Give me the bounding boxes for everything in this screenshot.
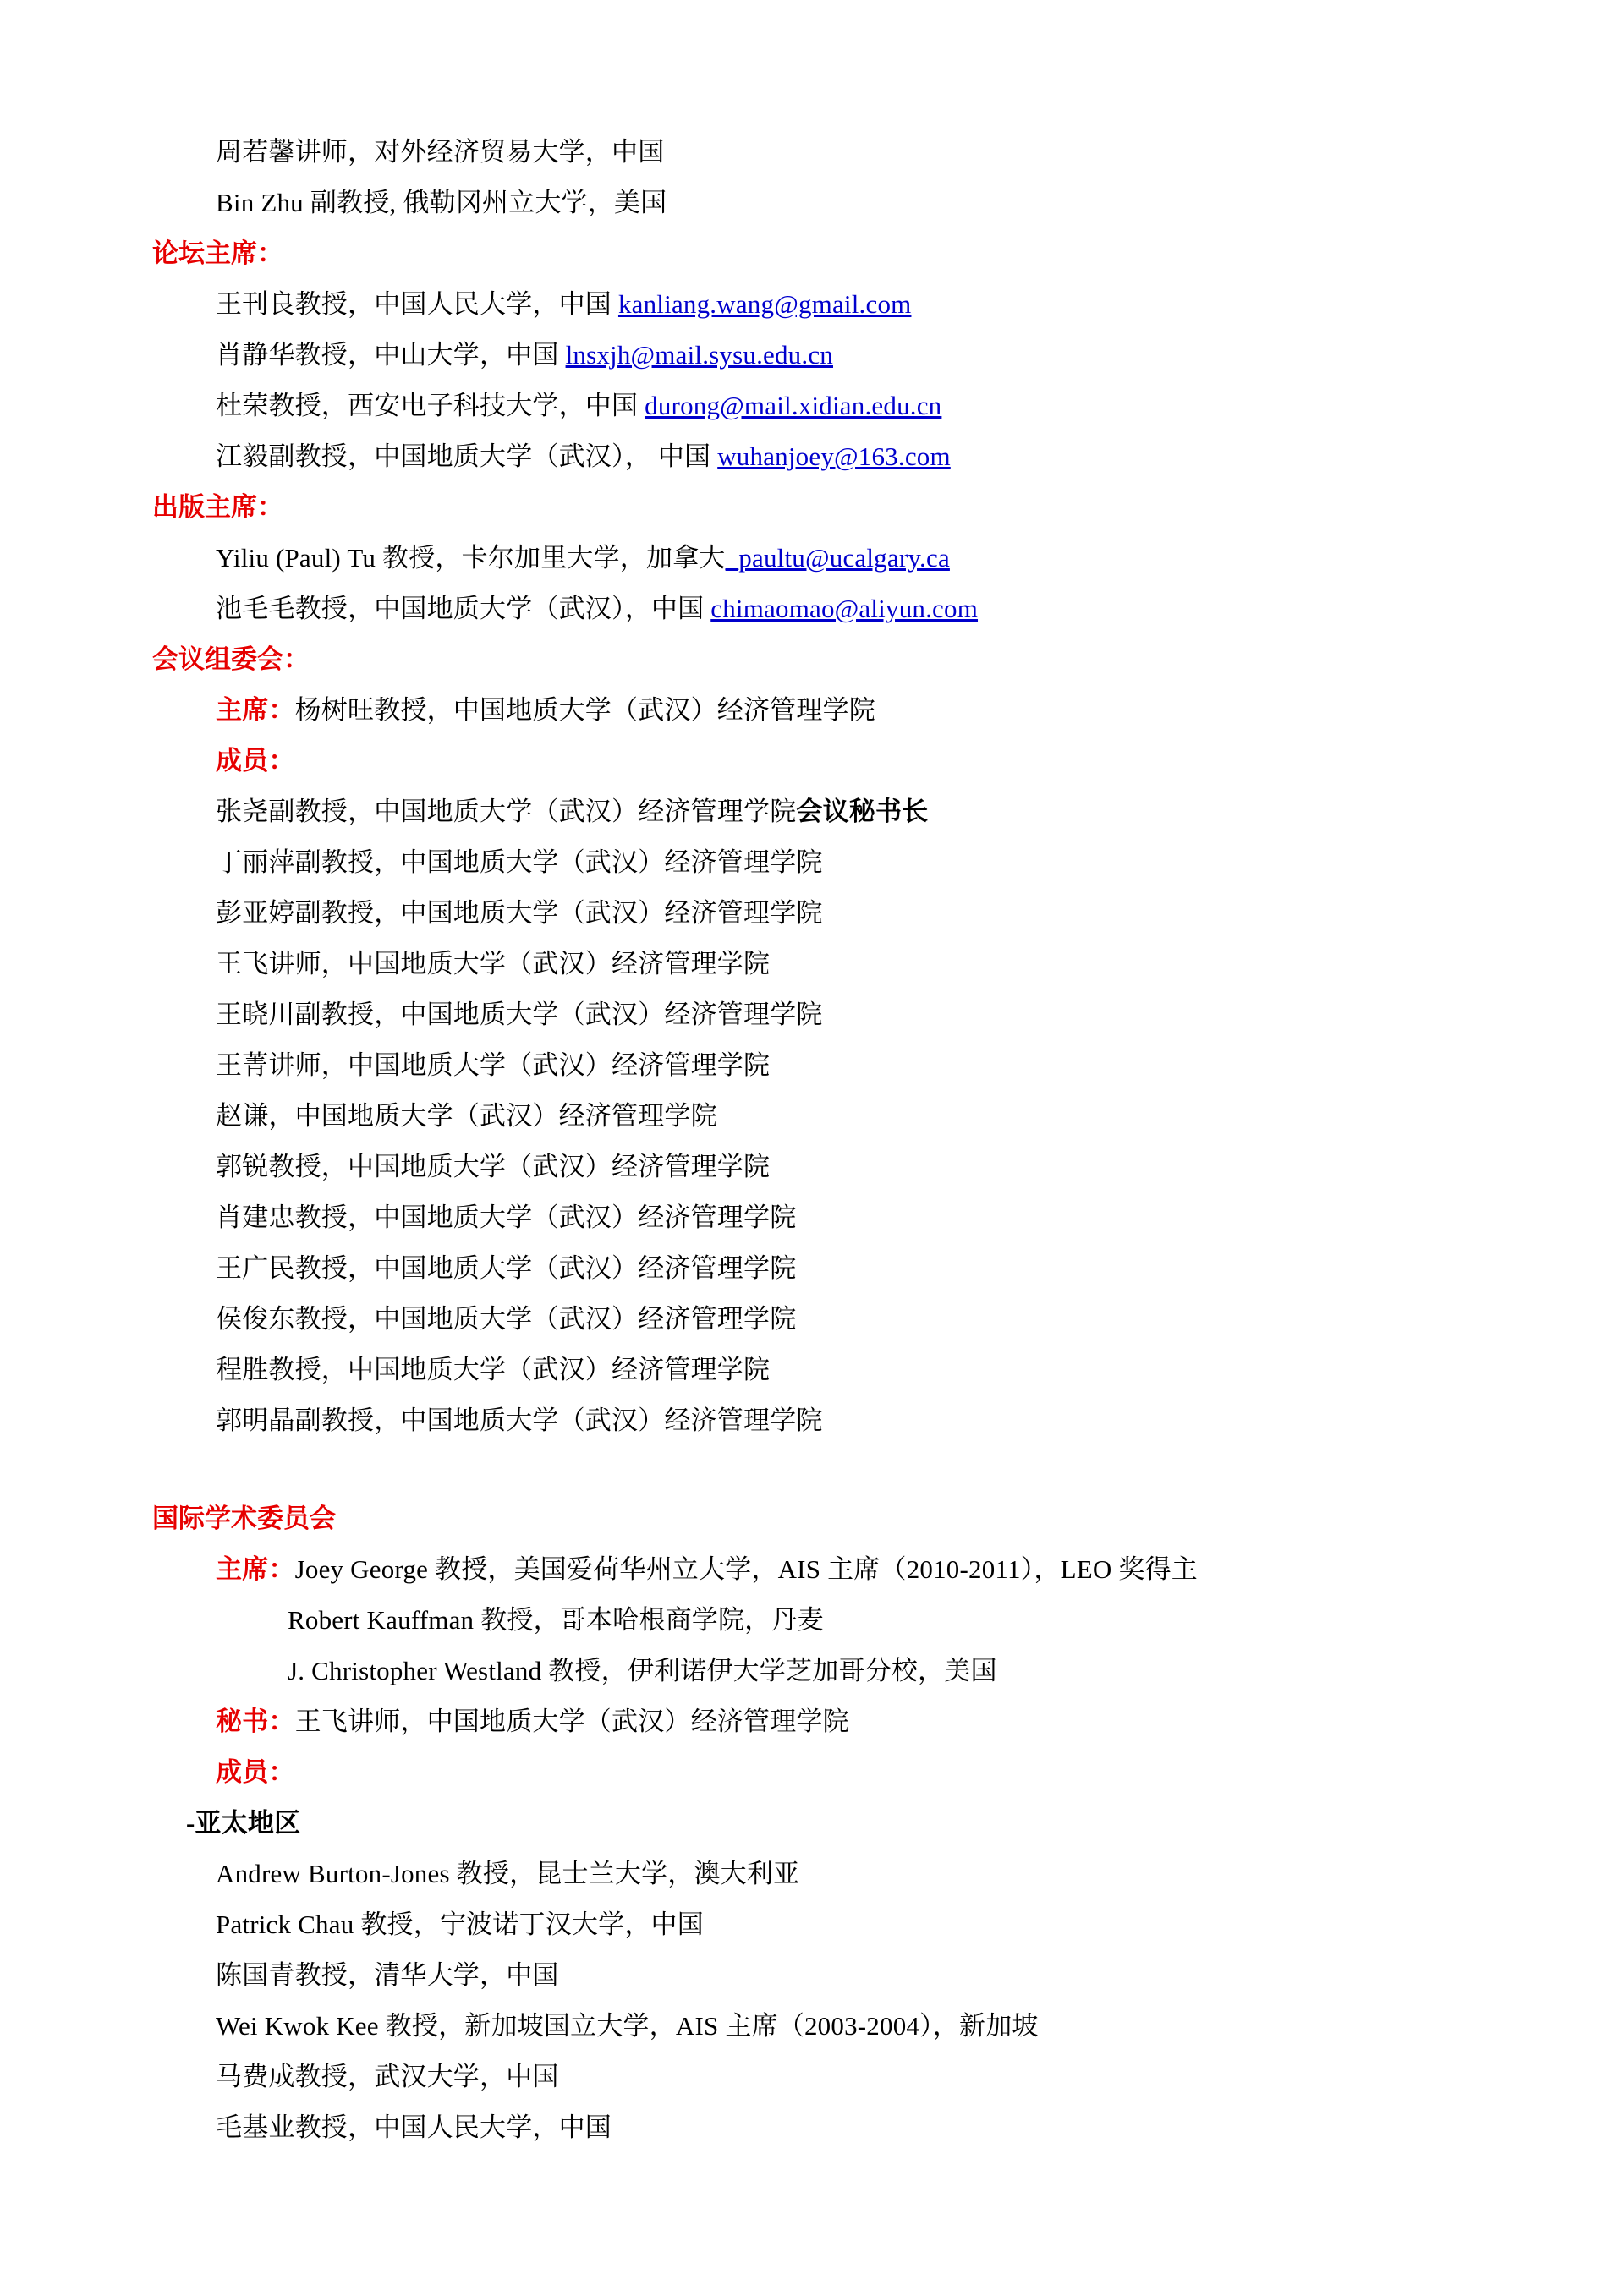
publication-chair-item	[152, 584, 1472, 634]
committee-member-row: 侯俊东教授，中国地质大学（武汉）经济管理学院	[216, 1304, 797, 1334]
member-role-suffix: 会议秘书长	[796, 797, 929, 826]
secretary-label: 秘书：	[216, 1707, 295, 1736]
members-label: 成员：	[216, 746, 295, 775]
committee-member-row: 王晓川副教授，中国地质大学（武汉）经济管理学院	[216, 1000, 823, 1029]
committee-member-row	[152, 786, 1472, 837]
chair-label: 主席：	[216, 1554, 295, 1584]
email-link[interactable]: kanliang.wang@gmail.com	[617, 289, 912, 319]
region-member-row: 毛基业教授，中国人民大学，中国	[216, 2112, 612, 2142]
region-member-row: Wei Kwok Kee 教授，新加坡国立大学，AIS 主席（2003-2004），新加坡	[216, 2011, 1039, 2041]
chair-value: Joey George 教授，美国爱荷华州立大学，AIS 主席（2010-2011），LEO 奖得主	[294, 1554, 1198, 1584]
publication-chair-text: Yiliu (Paul) Tu 教授，卡尔加里大学，加拿大	[216, 543, 726, 573]
region-label-asia-pacific: -亚太地区	[186, 1808, 301, 1838]
section-heading-forum-chairs: 论坛主席：	[152, 238, 283, 268]
section-heading-publication-chairs: 出版主席：	[152, 492, 283, 522]
intl-chair-row: J. Christopher Westland 教授，伊利诺伊大学芝加哥分校，美国	[288, 1656, 997, 1685]
intl-chair-row: Robert Kauffman 教授，哥本哈根商学院，丹麦	[288, 1605, 824, 1635]
committee-member-row: 王菁讲师，中国地质大学（武汉）经济管理学院	[216, 1050, 771, 1080]
committee-member-row: 丁丽萍副教授，中国地质大学（武汉）经济管理学院	[216, 847, 823, 877]
committee-member-row: 彭亚婷副教授，中国地质大学（武汉）经济管理学院	[216, 898, 823, 928]
chair-label: 主席：	[216, 695, 295, 725]
member-text: 张尧副教授，中国地质大学（武汉）经济管理学院	[216, 797, 797, 826]
email-link[interactable]: lnsxjh@mail.sysu.edu.cn	[565, 340, 833, 370]
members-label: 成员：	[216, 1757, 295, 1787]
committee-member-row: 王飞讲师，中国地质大学（武汉）经济管理学院	[216, 949, 771, 978]
committee-member-row: 郭明晶副教授，中国地质大学（武汉）经济管理学院	[216, 1406, 823, 1435]
forum-chair-item	[152, 381, 1472, 431]
region-member-row: 陈国青教授，清华大学，中国	[216, 1960, 559, 1990]
email-link[interactable]: wuhanjoey@163.com	[717, 441, 951, 471]
entry-line: Bin Zhu 副教授, 俄勒冈州立大学，美国	[216, 188, 667, 217]
committee-member-row: 郭锐教授，中国地质大学（武汉）经济管理学院	[216, 1152, 771, 1181]
committee-member-row: 赵谦，中国地质大学（武汉）经济管理学院	[216, 1101, 717, 1131]
secretary-value: 王飞讲师，中国地质大学（武汉）经济管理学院	[294, 1707, 849, 1736]
section-spacer	[152, 1446, 1472, 1493]
section-heading-international-committee: 国际学术委员会	[152, 1504, 336, 1533]
section-heading-organizing-committee: 会议组委会：	[152, 644, 310, 674]
forum-chair-text: 肖静华教授，中山大学，中国	[216, 340, 566, 370]
intl-members-label	[152, 1747, 1472, 1798]
committee-member-row: 肖建忠教授，中国地质大学（武汉）经济管理学院	[216, 1203, 797, 1232]
forum-chair-text: 王刊良教授，中国人民大学，中国	[216, 289, 618, 319]
organizing-chair-row	[152, 685, 1472, 736]
forum-chair-item	[152, 279, 1472, 330]
email-link[interactable]: _paultu@ucalgary.ca	[725, 543, 950, 573]
publication-chair-item	[152, 533, 1472, 584]
committee-member-row: 王广民教授，中国地质大学（武汉）经济管理学院	[216, 1253, 797, 1283]
forum-chair-item	[152, 330, 1472, 381]
chair-value: 杨树旺教授，中国地质大学（武汉）经济管理学院	[294, 695, 876, 725]
forum-chair-item	[152, 431, 1472, 482]
forum-chair-text: 杜荣教授，西安电子科技大学，中国	[216, 391, 645, 420]
region-member-row: Patrick Chau 教授，宁波诺丁汉大学，中国	[216, 1910, 704, 1939]
intl-chair-row	[152, 1544, 1472, 1595]
region-member-row: 马费成教授，武汉大学，中国	[216, 2062, 559, 2091]
publication-chair-text: 池毛毛教授，中国地质大学（武汉），中国	[216, 594, 711, 623]
intl-secretary-row	[152, 1696, 1472, 1747]
region-member-row: Andrew Burton-Jones 教授，昆士兰大学，澳大利亚	[216, 1859, 800, 1888]
forum-chair-text: 江毅副教授，中国地质大学（武汉）， 中国	[216, 441, 718, 471]
email-link[interactable]: chimaomao@aliyun.com	[710, 594, 979, 623]
email-link[interactable]: durong@mail.xidian.edu.cn	[645, 391, 942, 420]
committee-member-row: 程胜教授，中国地质大学（武汉）经济管理学院	[216, 1355, 771, 1384]
entry-line: 周若馨讲师，对外经济贸易大学，中国	[216, 137, 665, 167]
organizing-members-label	[152, 736, 1472, 786]
